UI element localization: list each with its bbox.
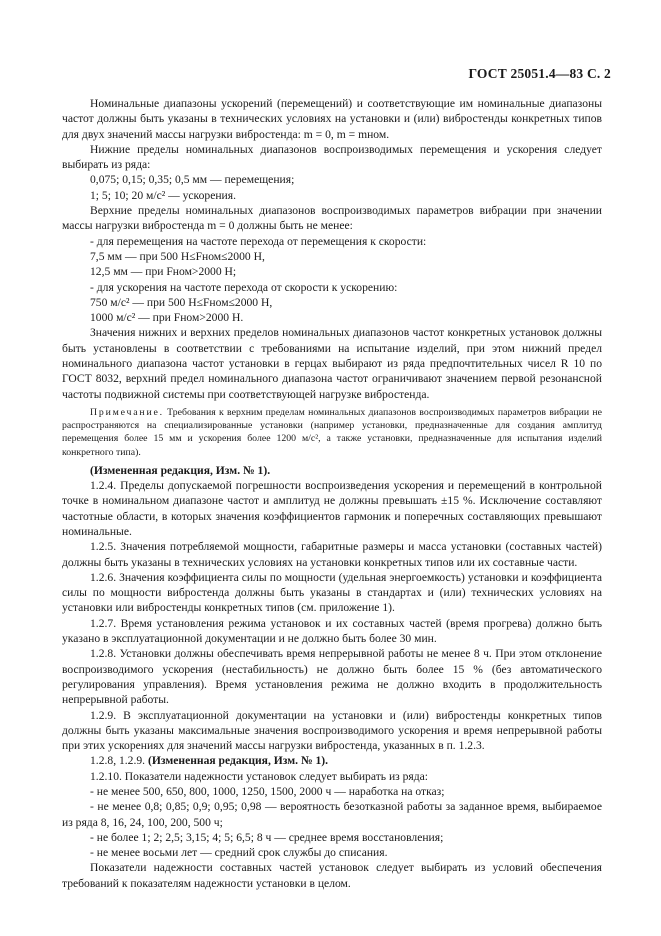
paragraph: Значения нижних и верхних пределов номинальных диапазонов частот конкретных установок должны быть установлены в соответствии с требованиями на испытание изделий, при этом нижний предел номинального диапазона частот установки в герцах выбирают из ряда предпочтительных чисел R 10 по ГОСТ 8032, верхний предел номинального диапазона частот ограничивают значением первой резонансной частоты подвижной системы при соответствующей нагрузке вибростенда.	[62, 326, 602, 401]
clause-1-2-6: 1.2.6. Значения коэффициента силы по мощности (удельная энергоемкость) установки и коэффициента силы по мощности вибростенда должны быть указаны в стандартах и (или) технических условиях на установки или вибростенды конкретных типов (см. приложение 1).	[62, 570, 602, 615]
amendment-ref: 1.2.8, 1.2.9.	[90, 754, 148, 768]
list-item: 0,075; 0,15; 0,35; 0,5 мм — перемещения;	[90, 173, 295, 187]
list-item: - для ускорения на частоте перехода от скорости к ускорению:	[90, 280, 398, 294]
document-body	[62, 96, 602, 891]
clause-1-2-4: 1.2.4. Пределы допускаемой погрешности воспроизведения ускорения и перемещений в контрольной точке в номинальном диапазоне частот и амплитуд не должны превышать ±15 %. Исключение составляют частотные области, в которых значения коэффициентов гармоник и поперечных составляющих превышают номинальные.	[62, 479, 602, 538]
note-label: Примечание.	[90, 406, 164, 418]
list-item: 7,5 мм — при 500 Н≤Fном≤2000 Н,	[90, 249, 265, 263]
list-item: 12,5 мм — при Fном>2000 Н;	[90, 265, 237, 279]
list-item: - не менее восьми лет — средний срок службы до списания.	[90, 846, 388, 860]
list-item: - не более 1; 2; 2,5; 3,15; 4; 5; 6,5; 8 ч — среднее время восстановления;	[90, 830, 444, 844]
paragraph: Нижние пределы номинальных диапазонов воспроизводимых перемещения и ускорения следует выбирать из ряда:	[62, 142, 602, 172]
amendment-label: (Измененная редакция, Изм. № 1).	[147, 754, 329, 768]
paragraph: Номинальные диапазоны ускорений (перемещений) и соответствующие им номинальные диапазоны частот должны быть указаны в технических условиях на установки и (или) вибростенды конкретных типов для двух значений массы нагрузки вибростенда: m = 0, m = mном.	[62, 97, 602, 141]
paragraph: Верхние пределы номинальных диапазонов воспроизводимых параметров вибрации при значении массы нагрузки вибростенда m = 0 должны быть не менее:	[62, 204, 602, 233]
clause-1-2-9: 1.2.9. В эксплуатационной документации на установки и (или) вибростенды конкретных типов должны быть указаны максимальные значения воспроизводимого ускорения и время непрерывной работы при этих ускорениях для значений массы нагрузки вибростенда, указанных в п. 1.2.3.	[62, 708, 602, 753]
list-item: - не менее 500, 650, 800, 1000, 1250, 1500, 2000 ч — наработка на отказ;	[90, 784, 445, 798]
list-item: - для перемещения на частоте перехода от перемещения к скорости:	[90, 234, 427, 248]
clause-1-2-10: 1.2.10. Показатели надежности установок следует выбирать из ряда:	[90, 769, 429, 783]
list-item: 1; 5; 10; 20 м/с² — ускорения.	[90, 188, 236, 202]
page-header: ГОСТ 25051.4—83 С. 2	[468, 66, 611, 81]
list-item: 1000 м/с² — при Fном>2000 Н.	[90, 311, 244, 325]
clause-1-2-5: 1.2.5. Значения потребляемой мощности, габаритные размеры и масса установки (составных частей) должны быть указаны в технических условиях на установки конкретных типов или их составные части.	[62, 540, 602, 569]
paragraph: Показатели надежности составных частей установок следует выбирать из условий обеспечения требований к показателям надежности установки в целом.	[62, 861, 602, 890]
clause-1-2-8: 1.2.8. Установки должны обеспечивать время непрерывной работы не менее 8 ч. При этом отклонение воспроизводимого ускорения (нестабильность) не должно быть более 15 % (без автоматического регулирования управления). Время установления режима не должно входить в продолжительность непрерывной работы.	[62, 647, 602, 707]
list-item: 750 м/с² — при 500 Н≤Fном≤2000 Н,	[90, 295, 273, 309]
amendment-note: (Измененная редакция, Изм. № 1).	[90, 463, 271, 477]
list-item: - не менее 0,8; 0,85; 0,9; 0,95; 0,98 — вероятность безотказной работы за заданное время, выбираемое из ряда 8, 16, 24, 100, 200, 500 ч;	[62, 800, 602, 829]
note-text: Требования к верхним пределам номинальных диапазонов воспроизводимых параметров вибрации не распространяются на специализированные установки (например установки, предназначенные для создания амплитуд перемещения более 15 мм и ускорения более 1200 м/с², а также установки, предназначенные для испытания изделий конкретного типа).	[62, 406, 602, 458]
clause-1-2-7: 1.2.7. Время установления режима установок и их составных частей (время прогрева) должно быть указано в эксплуатационной документации и не должно быть более 30 мин.	[62, 616, 602, 646]
amendment-note	[62, 753, 602, 768]
note-paragraph	[62, 406, 602, 459]
